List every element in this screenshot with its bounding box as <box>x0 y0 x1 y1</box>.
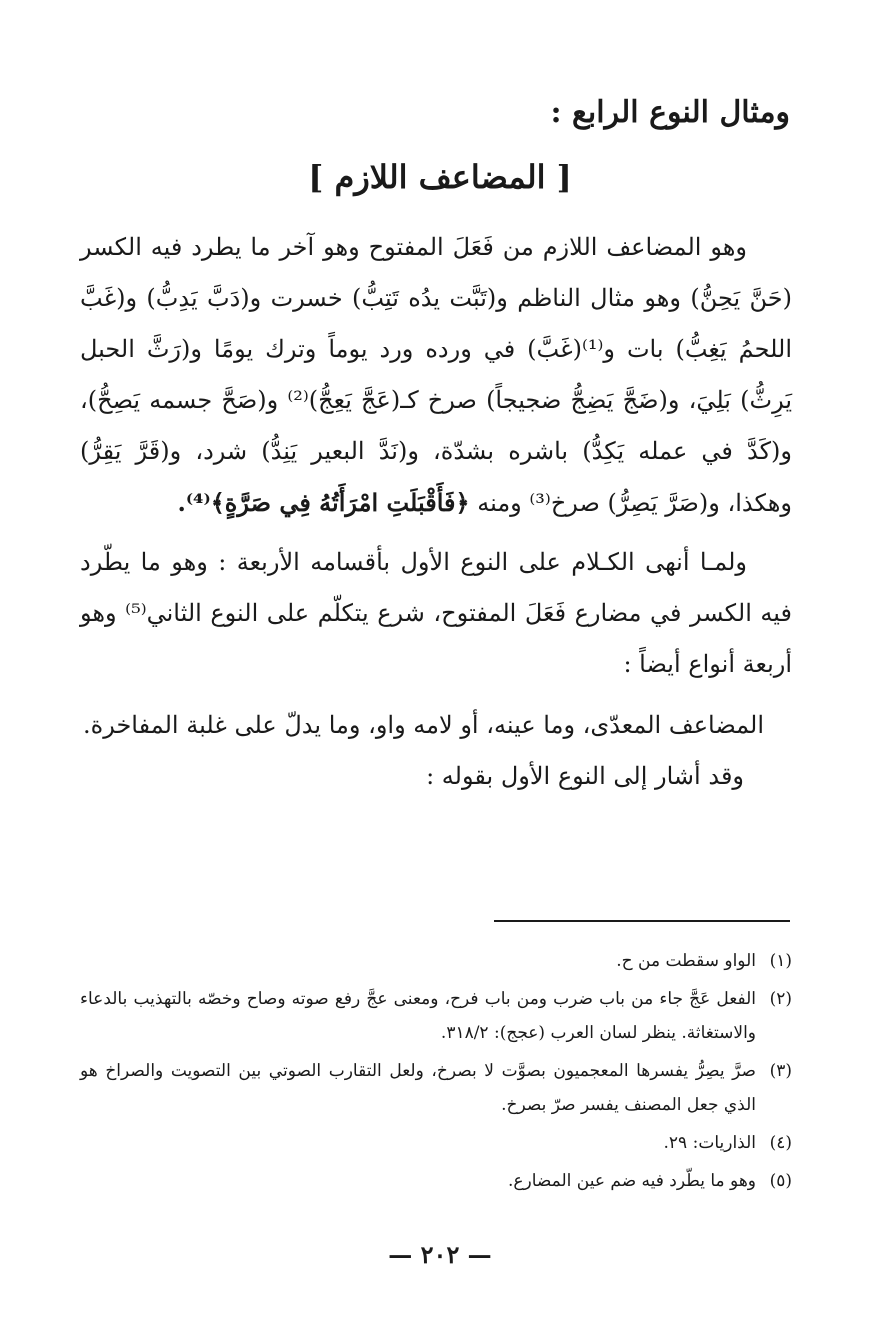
paragraph: وقد أشار إلى النوع الأول بقوله : <box>426 762 744 790</box>
footnote <box>80 944 792 978</box>
paragraph-text: وهو المضاعف اللازم من فَعَلَ المفتوح وهو آخر ما يطرد فيه الكسر (حَنَّ يَحِنُّ) وهو مثال الناظم و(تَبَّت يدُه تَتِبُّ) خسرت و(دَبَّ يَدِبُّ) و(غَبَّ اللحمُ يَغِبُّ) بات و⁽¹⁾(غَبَّ) في ورده ورد يوماً وترك يومًا و(رَثَّ الحبل يَرِثُّ) بَلِيَ، و(ضَجَّ يَضِجُّ ضجيجاً) صرخ كـ(عَجَّ يَعِجُّ)⁽²⁾ و(صَحَّ جسمه يَصِحُّ)، و(كَدَّ في عمله يَكِدُّ) باشره بشدّة، و(نَدَّ البعير يَنِدُّ) شرد، و(قَرَّ يَقِرُّ) وهكذا، و(صَرَّ يَصِرُّ) صرخ⁽³⁾ ومنه <box>80 233 793 517</box>
section-title: [ المضاعف اللازم ] <box>308 158 572 196</box>
footnote-number: (٥) <box>769 1171 792 1191</box>
footnote-text: صرَّ يصِرُّ يفسرها المعجميون بصوَّت لا بصرخ، ولعل التقارب الصوتي بين التصويت والصراخ هو الذي جعل المصنف يفسر صرّ بصرخ. <box>80 1061 756 1115</box>
paragraph: المضاعف المعدّى، وما عينه، أو لامه واو، وما يدلّ على غلبة المفاخرة. <box>83 711 764 739</box>
footnote <box>80 1164 792 1198</box>
page-heading: ومثال النوع الرابع : <box>550 95 790 130</box>
footnote-number: (٣) <box>769 1061 792 1081</box>
page-number: — ٢٠٢ — <box>388 1240 492 1269</box>
paragraph: ولمـا أنهى الكـلام على النوع الأول بأقسامه الأربعة : وهو ما يطّرد فيه الكسر في مضارع فَعَلَ المفتوح، شرع يتكلّم على النوع الثاني⁽⁵⁾ وهو أربعة أنواع أيضاً : <box>80 548 792 678</box>
footnote-text: الواو سقطت من ح. <box>616 951 756 971</box>
footnotes-list <box>80 940 792 1198</box>
footnote-text: الذاريات: ٢٩. <box>663 1133 756 1153</box>
footnote <box>80 1126 792 1160</box>
footnote <box>80 1054 792 1122</box>
quran-verse: ﴿فَأَقْبَلَتِ امْرَأَتُهُ فِي صَرَّةٍ﴾⁽⁴⁾. <box>177 488 470 517</box>
paragraph <box>80 222 792 529</box>
footnote-text: وهو ما يطّرد فيه ضم عين المضارع. <box>507 1171 756 1191</box>
footnote-divider <box>494 920 790 922</box>
main-text <box>80 222 792 802</box>
footnote-text: الفعل عَجَّ جاء من باب ضرب ومن باب فرح، ومعنى عجَّ رفع صوته وصاح وخصّه بالتهذيب بالدعاء والاستغاثة. ينظر لسان العرب (عجج): ٣١٨/٢. <box>80 989 756 1043</box>
footnote-number: (٤) <box>769 1133 792 1153</box>
footnote <box>80 982 792 1050</box>
footnote-number: (١) <box>769 951 792 971</box>
footnote-number: (٢) <box>769 989 792 1009</box>
